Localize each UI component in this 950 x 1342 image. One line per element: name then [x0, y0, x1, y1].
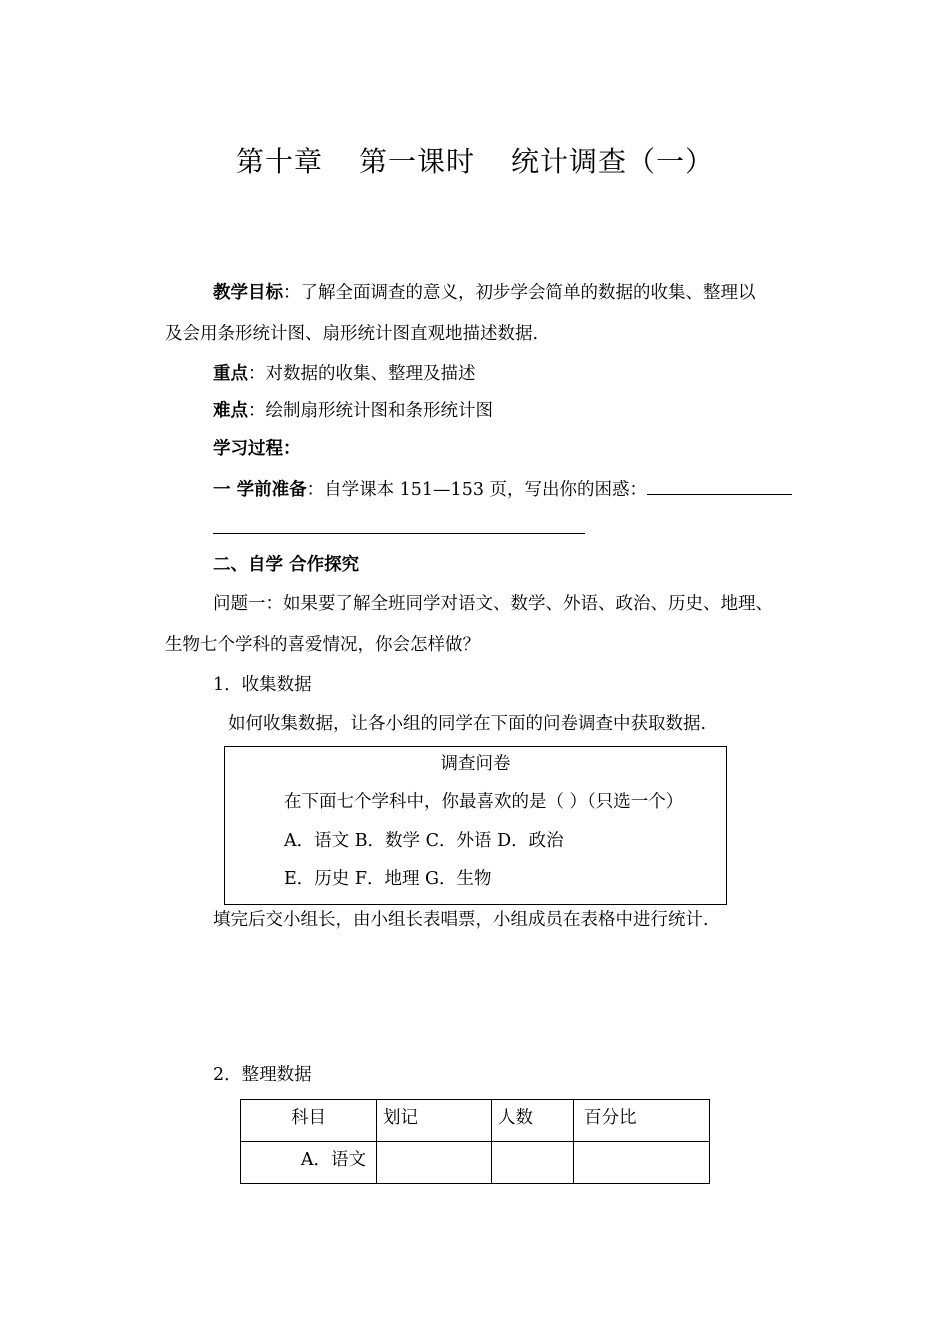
page-title: [0, 140, 950, 180]
cell-count[interactable]: [492, 1142, 574, 1184]
process-label: 学习过程：: [213, 439, 301, 459]
key-point-label: 重点: [213, 364, 248, 384]
header-percent: 百分比: [574, 1100, 710, 1142]
title-lesson: 第一课时: [358, 145, 475, 178]
table-header-row: [241, 1100, 710, 1142]
key-point-text: ：对数据的收集、整理及描述: [248, 364, 476, 384]
objectives-line2: 及会用条形统计图、扇形统计图直观地描述数据.: [165, 324, 539, 344]
prep-text: ：自学课本 151—153 页，写出你的困惑：: [306, 480, 648, 500]
header-tally: 划记: [377, 1100, 492, 1142]
question1-line2: 生物七个学科的喜爱情况，你会怎样做？: [165, 635, 480, 655]
objectives-label: 教学目标: [213, 283, 283, 303]
difficulty-text: ：绘制扇形统计图和条形统计图: [248, 401, 493, 421]
answer-blank-1[interactable]: [647, 476, 792, 495]
question1-line1: 问题一：如果要了解全班同学对语文、数学、外语、政治、历史、地理、: [213, 594, 773, 614]
cell-subject: A．语文: [241, 1142, 377, 1184]
step1-heading: 1．收集数据: [213, 675, 312, 695]
prep-line: [213, 476, 792, 502]
survey-options-2: E．历史 F．地理 G．生物: [284, 869, 492, 889]
section2-heading: 二、自学 合作探究: [213, 555, 360, 575]
difficulty-label: 难点: [213, 401, 248, 421]
prep-label: 一 学前准备: [213, 480, 307, 500]
objectives-line1: [213, 281, 756, 305]
header-count: 人数: [492, 1100, 574, 1142]
survey-title: 调查问卷: [440, 754, 511, 774]
survey-box: [224, 746, 727, 905]
title-chapter: 第十章: [235, 145, 323, 178]
title-topic: 统计调查（一）: [511, 145, 715, 178]
survey-options-1: A．语文 B．数学 C．外语 D．政治: [284, 831, 564, 851]
key-point: [213, 362, 476, 386]
cell-tally[interactable]: [377, 1142, 492, 1184]
tally-table: [240, 1099, 710, 1184]
cell-percent[interactable]: [574, 1142, 710, 1184]
objectives-text-1: ：了解全面调查的意义，初步学会简单的数据的收集、整理以: [283, 283, 756, 303]
header-subject: 科目: [241, 1100, 377, 1142]
table-row: [241, 1142, 710, 1184]
answer-blank-2[interactable]: [213, 533, 585, 534]
after-survey-text: 填完后交小组长，由小组长表唱票，小组成员在表格中进行统计.: [213, 910, 709, 930]
survey-question: 在下面七个学科中，你最喜欢的是（ ）（只选一个）: [284, 792, 684, 812]
step1-text: 如何收集数据，让各小组的同学在下面的问卷调查中获取数据.: [228, 714, 707, 734]
step2-heading: 2．整理数据: [213, 1065, 312, 1085]
difficulty: [213, 399, 493, 423]
